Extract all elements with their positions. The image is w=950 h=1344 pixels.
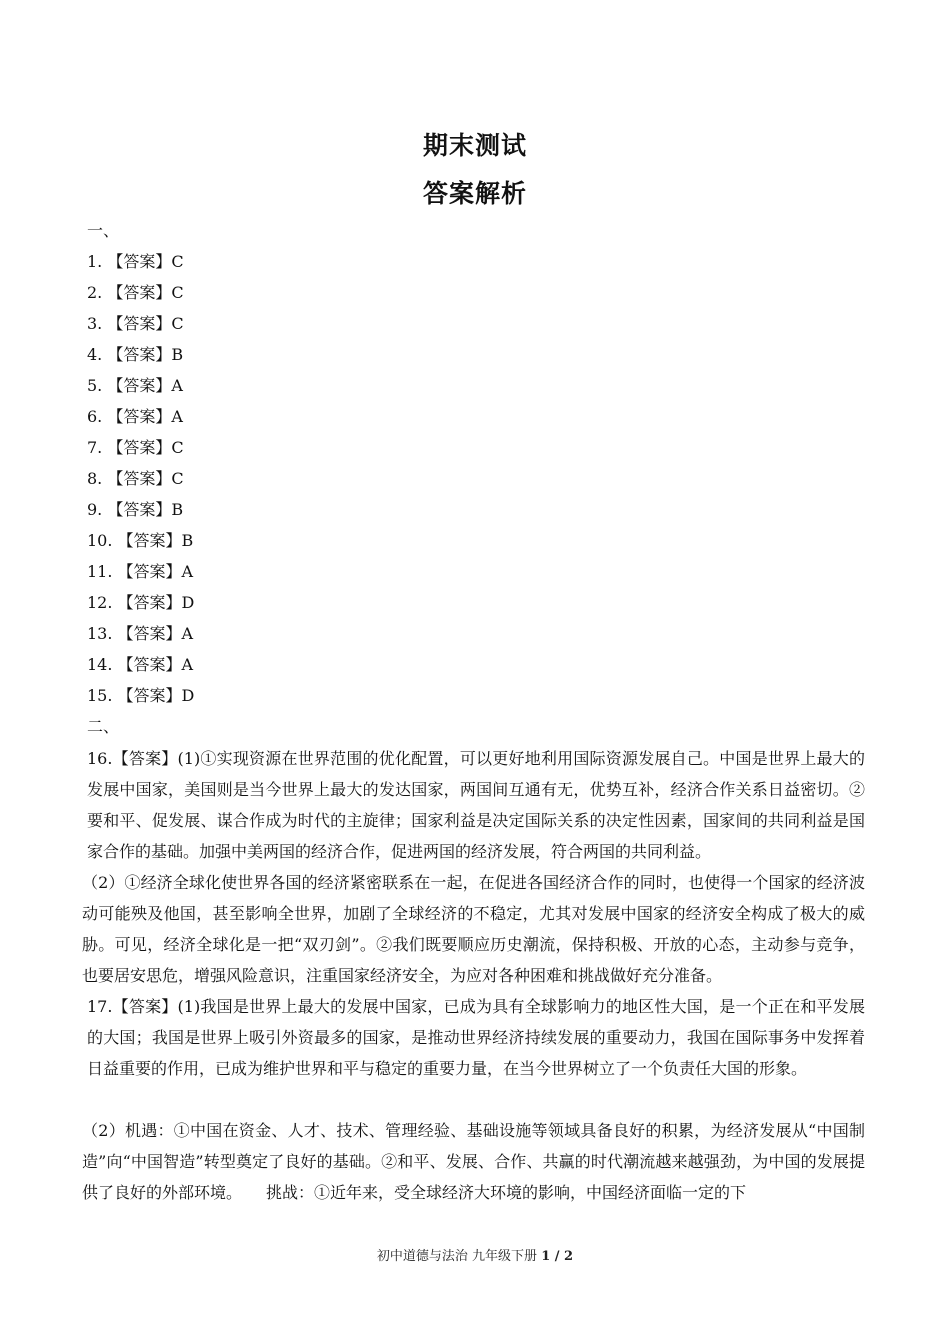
answer-item: 12. 【答案】D xyxy=(87,593,195,612)
footer-text: 初中道德与法治 九年级下册 xyxy=(376,1249,538,1264)
answer-item: 4. 【答案】B xyxy=(87,345,184,364)
answer-paragraph: （2）机遇：①中国在资金、人才、技术、管理经验、基础设施等领域具备良好的积累，为经济发展从“中国制造”向“中国智造”转型奠定了良好的基础。②和平、发展、合作、共赢的时代潮流越来越强劲，为中国的发展提供了良好的外部环境。 挑战：①近年来，受全球经济大环境的影响，中国经济面临一定的下 xyxy=(82,1121,865,1202)
answer-item: 15. 【答案】D xyxy=(87,686,195,705)
answer-item: 11. 【答案】A xyxy=(87,562,194,581)
page-number: 1 / 2 xyxy=(541,1249,574,1264)
answer-item: 7. 【答案】C xyxy=(87,438,184,457)
answer-paragraph: （2）①经济全球化使世界各国的经济紧密联系在一起，在促进各国经济合作的同时，也使得一个国家的经济波动可能殃及他国，甚至影响全世界，加剧了全球经济的不稳定，尤其对发展中国家的经济安全构成了极大的威胁。可见，经济全球化是一把“双刃剑”。②我们既要顺应历史潮流，保持积极、开放的心态，主动参与竞争，也要居安思危，增强风险意识，注重国家经济安全，为应对各种困难和挑战做好充分准备。 xyxy=(82,873,865,985)
answer-item: 5. 【答案】A xyxy=(87,376,183,395)
answer-item: 10. 【答案】B xyxy=(87,531,194,550)
answer-item: 8. 【答案】C xyxy=(87,469,184,488)
answer-paragraph: 16.【答案】(1)①实现资源在世界范围的优化配置，可以更好地利用国际资源发展自己。中国是世界上最大的发展中国家，美国则是当今世界上最大的发达国家，两国间互通有无，优势互补，经济合作关系日益密切。②要和平、促发展、谋合作成为时代的主旋律；国家利益是决定国际关系的决定性因素，国家间的共同利益是国家合作的基础。加强中美两国的经济合作，促进两国的经济发展，符合两国的共同利益。 xyxy=(87,749,865,861)
page-subtitle: 答案解析 xyxy=(422,179,527,208)
answer-item: 3. 【答案】C xyxy=(87,314,184,333)
answer-item: 14. 【答案】A xyxy=(87,655,194,674)
page-footer xyxy=(0,1245,950,1264)
answer-paragraph: 17.【答案】(1)我国是世界上最大的发展中国家，已成为具有全球影响力的地区性大国，是一个正在和平发展的大国；我国是世界上吸引外资最多的国家，是推动世界经济持续发展的重要动力，我国在国际事务中发挥着日益重要的作用，已成为维护世界和平与稳定的重要力量，在当今世界树立了一个负责任大国的形象。 xyxy=(87,997,865,1078)
section-label: 一、 xyxy=(87,221,120,240)
page-title: 期末测试 xyxy=(422,131,527,160)
answer-item: 9. 【答案】B xyxy=(87,500,184,519)
answer-item: 13. 【答案】A xyxy=(87,624,194,643)
answer-item: 2. 【答案】C xyxy=(87,283,184,302)
answer-item: 1. 【答案】C xyxy=(87,252,184,271)
section-label: 二、 xyxy=(87,717,120,736)
answer-item: 6. 【答案】A xyxy=(87,407,183,426)
